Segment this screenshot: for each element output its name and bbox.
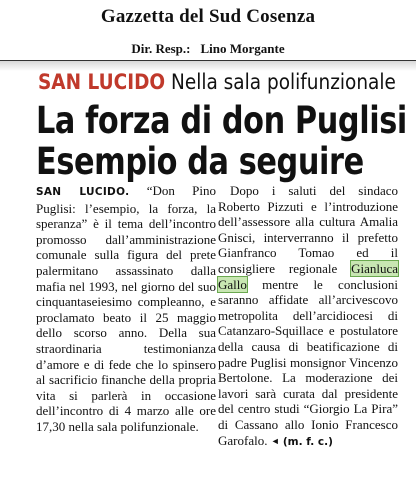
article-kicker bbox=[38, 70, 396, 94]
headline-line-1: La forza di don Puglisi bbox=[36, 99, 407, 142]
highlighted-name: Gianluca Gallo bbox=[218, 260, 398, 292]
kicker-place: SAN LUCIDO bbox=[38, 70, 166, 94]
director-line bbox=[0, 41, 416, 57]
author-signature: (m. f. c.) bbox=[282, 435, 333, 448]
article-column-left bbox=[36, 183, 216, 435]
article-column-right bbox=[218, 183, 398, 450]
director-label: Dir. Resp.: bbox=[131, 41, 191, 56]
end-arrow-icon: ◄ bbox=[270, 435, 280, 446]
byline: SAN LUCIDO. bbox=[36, 186, 130, 198]
right-column-text-after: mentre le conclusioni saranno affidate all’arcivescovo metropolita dell’arcidiocesi di Catanzaro-Squillace e postulatore della causa di beatificazione di padre Puglisi monsignor Vincenzo Bertolone. La moderazione dei lavori sarà curata dal presidente del centro studi “Giorgio La Pira” di Cassano allo Ionio Francesco Garofalo. bbox=[218, 276, 398, 448]
newspaper-title: Gazzetta del Sud Cosenza bbox=[100, 6, 316, 27]
right-column-text-before: Dopo i saluti del sindaco Roberto Pizzuti e l’introduzione dell’assessore alla cultura Amalia Gnisci, interverranno il prefetto Gianfranco Tomao ed il consigliere regionale bbox=[218, 183, 398, 276]
headline-line-2: Esempio da seguire bbox=[36, 140, 364, 183]
left-column-text: “Don Pino Puglisi: l’esempio, la forza, la speranza” è il tema dell’incontro promosso dall’amministrazione comunale sulla figura del prete palermitano assassinato dalla mafia nel 1993, nel giorno del suo cinquantaseiesimo compleanno, e proclamato beato il 25 maggio dello scorso anno. Della sua straordinaria testimonianza d’amore e di fede che lo spinsero al sacrificio finanche della propria vita si parlerà in occasione dell’incontro di 4 marzo alle ore 17,30 nella sala polifunzionale. bbox=[36, 183, 217, 434]
kicker-text: Nella sala polifunzionale bbox=[171, 70, 396, 94]
director-name: Lino Morgante bbox=[200, 41, 285, 56]
